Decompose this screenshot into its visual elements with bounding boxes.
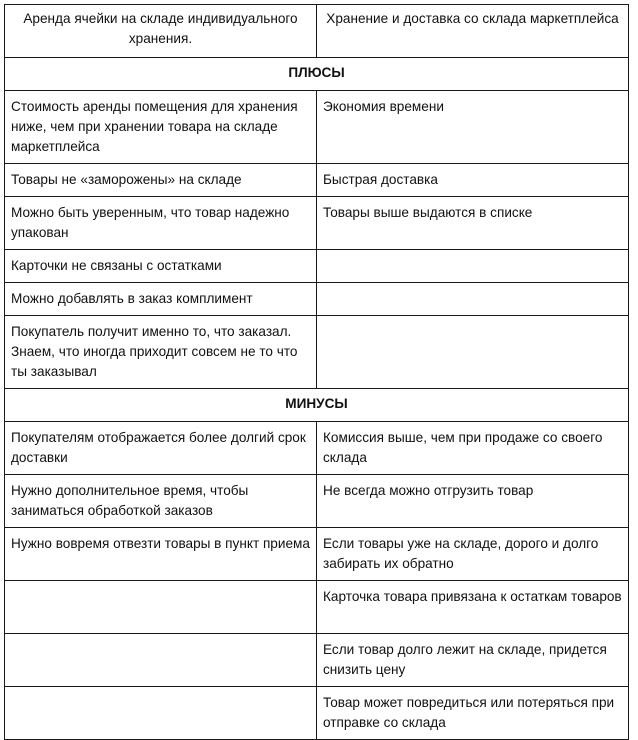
table-row — [5, 687, 629, 740]
cons-left-cell — [5, 634, 317, 687]
section-row-pros — [5, 58, 629, 91]
table-row — [5, 528, 629, 581]
pros-right-cell: Товары выше выдаются в списке — [317, 197, 629, 250]
table-row — [5, 197, 629, 250]
cons-right-cell: Если товары уже на складе, дорого и долго забирать их обратно — [317, 528, 629, 581]
section-title-cons: МИНУСЫ — [5, 389, 629, 422]
pros-right-cell — [317, 250, 629, 283]
cons-right-cell: Не всегда можно отгрузить товар — [317, 475, 629, 528]
table-row — [5, 164, 629, 197]
cons-right-cell: Товар может повредиться или потеряться при отправке со склада — [317, 687, 629, 740]
cons-right-cell: Комиссия выше, чем при продаже со своего склада — [317, 422, 629, 475]
pros-left-cell: Можно добавлять в заказ комплимент — [5, 283, 317, 316]
cons-left-cell: Нужно дополнительное время, чтобы заниматься обработкой заказов — [5, 475, 317, 528]
pros-right-cell: Экономия времени — [317, 91, 629, 164]
table-row — [5, 475, 629, 528]
table-row — [5, 581, 629, 634]
table-row — [5, 316, 629, 389]
cons-right-cell: Если товар долго лежит на складе, придется снизить цену — [317, 634, 629, 687]
header-right-cell: Хранение и доставка со склада маркетплейса — [317, 5, 629, 58]
pros-left-cell: Можно быть уверенным, что товар надежно упакован — [5, 197, 317, 250]
table-row — [5, 634, 629, 687]
cons-right-cell: Карточка товара привязана к остаткам товаров — [317, 581, 629, 634]
pros-left-cell: Покупатель получит именно то, что заказал. Знаем, что иногда приходит совсем не то что ты заказывал — [5, 316, 317, 389]
comparison-table — [4, 4, 629, 740]
cons-left-cell: Покупателям отображается более долгий срок доставки — [5, 422, 317, 475]
pros-right-cell — [317, 283, 629, 316]
pros-right-cell: Быстрая доставка — [317, 164, 629, 197]
pros-left-cell: Карточки не связаны с остатками — [5, 250, 317, 283]
cons-left-cell: Нужно вовремя отвезти товары в пункт приема — [5, 528, 317, 581]
table-header-row — [5, 5, 629, 58]
table-row — [5, 250, 629, 283]
pros-left-cell: Стоимость аренды помещения для хранения ниже, чем при хранении товара на складе маркетплейса — [5, 91, 317, 164]
cons-left-cell — [5, 687, 317, 740]
table-row — [5, 91, 629, 164]
section-row-cons — [5, 389, 629, 422]
cons-left-cell — [5, 581, 317, 634]
table-row — [5, 422, 629, 475]
section-title-pros: ПЛЮСЫ — [5, 58, 629, 91]
header-left-cell: Аренда ячейки на складе индивидуального хранения. — [5, 5, 317, 58]
pros-right-cell — [317, 316, 629, 389]
pros-left-cell: Товары не «заморожены» на складе — [5, 164, 317, 197]
table-row — [5, 283, 629, 316]
